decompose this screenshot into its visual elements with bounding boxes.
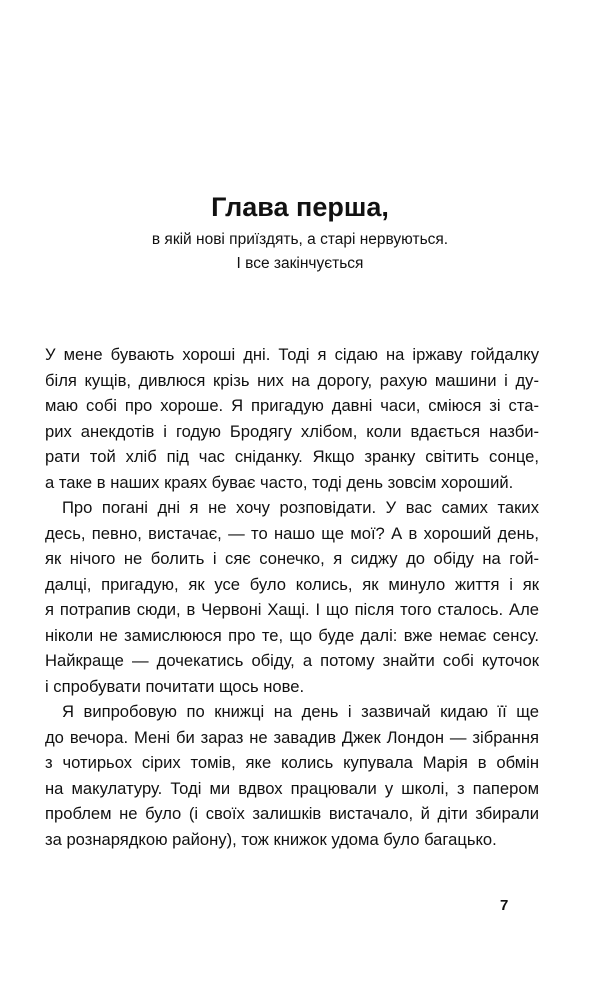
text-line: десь, певно, вистачає, — то нашо ще мої? А в хороший день,: [45, 523, 539, 543]
text-line: Найкраще — дочекатись обіду, а потому знайти собі куточок: [45, 651, 539, 670]
text-line: за рознарядкою району), тож книжок удома було багацько.: [45, 829, 497, 849]
text-line: ніколи не замислююся про те, що буде далі: вже немає сенсу.: [45, 625, 539, 645]
text-line: далці, пригадую, як усе було колись, як минуло життя і як: [45, 574, 539, 594]
text-line: проблем не було (і своїх залишків вистачало, й діти збирали: [45, 804, 539, 823]
text-line: з чотирьох сірих томів, яке колись купувала Марія в обмін: [45, 753, 539, 772]
text-line: У мене бувають хороші дні. Тоді я сідаю на іржаву гойдалку: [45, 345, 539, 364]
text-line: рати той хліб під час сніданку. Якщо зранку світить сонце,: [45, 447, 539, 466]
text-line: а таке в наших краях буває часто, тоді день зовсім хороший.: [45, 472, 514, 492]
text-line: біля кущів, дивлюся крізь них на дорогу, рахую машини і ду-: [45, 370, 539, 390]
text-line: Я випробовую по книжці на день і зазвичай кидаю її ще: [62, 702, 539, 721]
page-number: 7: [500, 897, 509, 914]
body-text: [45, 342, 539, 852]
text-line: я потрапив сюди, в Червоні Хащі. І що після того сталось. Але: [45, 600, 539, 619]
text-line: Про погані дні я не хочу розповідати. У вас самих таких: [62, 498, 539, 517]
paragraph-3: [45, 699, 539, 852]
paragraph-1: [45, 342, 539, 495]
paragraph-2: [45, 495, 539, 699]
chapter-subtitle-line-1: в якій нові приїздять, а старі нервуються.: [151, 231, 449, 248]
text-line: рих анекдотів і годую Бродягу хлібом, коли вдається назби-: [45, 421, 539, 441]
text-line: маю собі про хороше. Я пригадую давні часи, сміюся зі ста-: [45, 396, 539, 415]
chapter-title: Глава перша,: [211, 192, 389, 222]
text-line: як нічого не болить і сяє сонечко, я сиджу до обіду на гой-: [45, 549, 539, 568]
chapter-heading: [0, 190, 600, 276]
chapter-subtitle-line-2: І все закінчується: [236, 255, 364, 272]
text-line: на макулатуру. Тоді ми вдвох працювали у школі, з папером: [45, 778, 539, 798]
text-line: і спробувати почитати щось нове.: [45, 676, 305, 696]
text-line: до вечора. Мені би зараз не завадив Джек Лондон — зібрання: [45, 727, 539, 747]
